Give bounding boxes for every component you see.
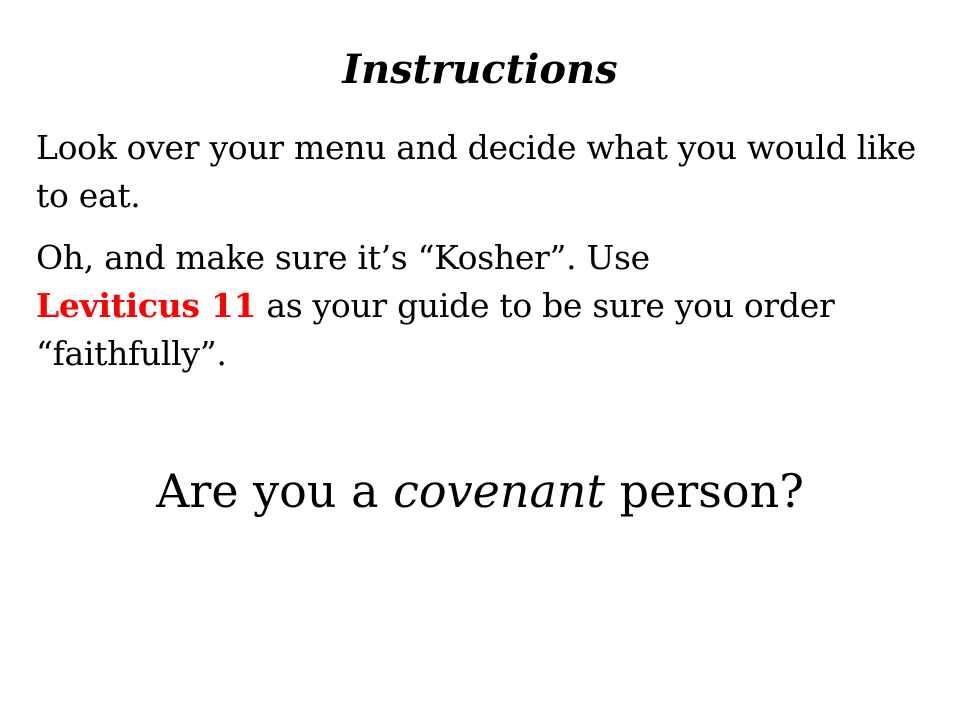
covenant-question	[0, 456, 960, 526]
leviticus-reference: Leviticus 11	[36, 286, 257, 325]
question-emphasis: covenant	[393, 464, 605, 518]
instruction-paragraph-kosher	[36, 234, 916, 378]
slide-title: Instructions	[342, 46, 618, 93]
question-start: Are you a	[156, 464, 394, 518]
instruction-paragraph-menu: Look over your menu and decide what you would like to eat.	[36, 128, 917, 215]
instructions-body	[36, 124, 916, 392]
question-end: person?	[605, 464, 804, 518]
kosher-text-start: Oh, and make sure it’s “Kosher”. Use	[36, 238, 650, 277]
kosher-text-end: as your guide to be sure you order “faithfully”.	[36, 286, 835, 373]
